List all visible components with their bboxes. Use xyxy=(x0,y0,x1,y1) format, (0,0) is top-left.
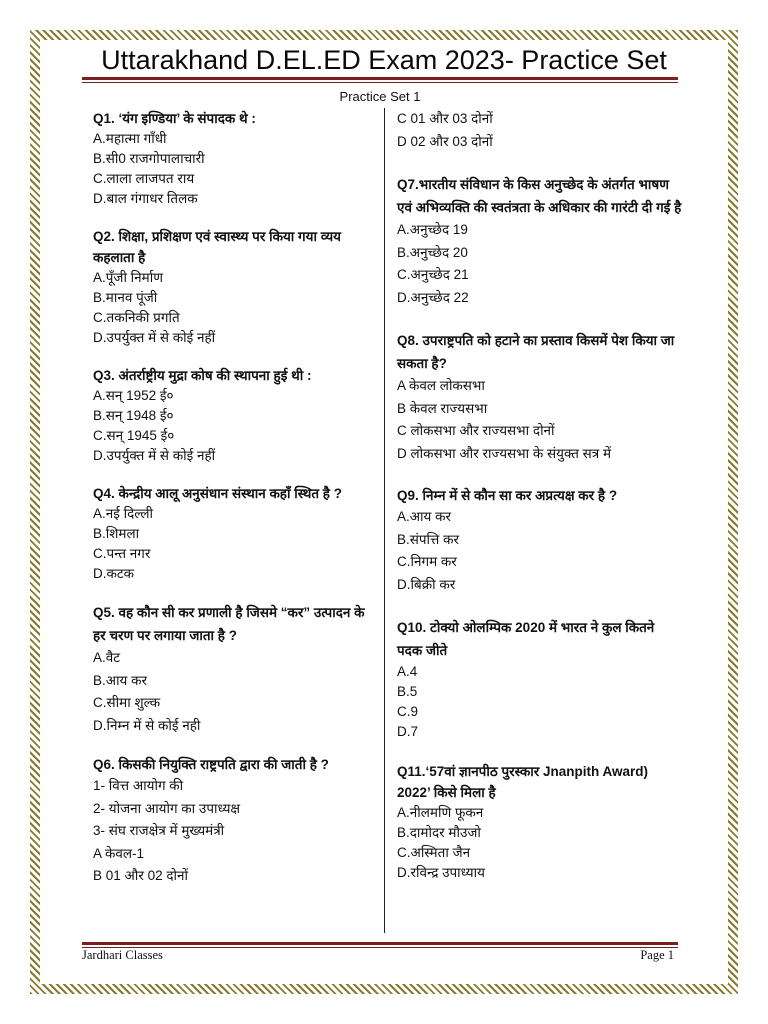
question-block-q5 xyxy=(93,601,375,737)
option-b: B.अनुच्छेद 20 xyxy=(397,244,468,260)
question-text: Q3. अंतर्राष्ट्रीय मुद्रा कोष की स्थापना हुई थी : xyxy=(93,368,312,383)
option-c: C.निगम कर xyxy=(397,554,457,569)
question-block-q9 xyxy=(397,485,682,596)
option-b: B.सन् 1948 ई० xyxy=(93,408,174,423)
option-b: B.आय कर xyxy=(93,672,148,688)
option-b: B.5 xyxy=(397,684,418,699)
question-block-q6-continued xyxy=(397,108,682,153)
option-d: D लोकसभा और राज्यसभा के संयुक्त सत्र में xyxy=(397,445,612,461)
option-c: C.पन्त नगर xyxy=(93,546,151,561)
option-c: C 01 और 03 दोनों xyxy=(397,111,493,126)
option-d: D.उपर्युक्त में से कोई नहीं xyxy=(93,330,216,345)
option-c: C.लाला लाजपत राय xyxy=(93,171,195,186)
option-d: D.रविन्द्र उपाध्याय xyxy=(397,865,485,880)
option-a: A केवल लोकसभा xyxy=(397,378,485,393)
footer-publisher: Jardhari Classes xyxy=(82,948,163,962)
option-b: B.मानव पूंजी xyxy=(93,290,158,305)
right-column xyxy=(397,108,682,883)
question-text: Q11.‘57वां ज्ञानपीठ पुरस्कार Jnanpith Award) 2022’ किसे मिला है xyxy=(397,764,649,800)
question-block-q10 xyxy=(397,616,682,742)
option-a: A.वैट xyxy=(93,650,121,665)
left-column xyxy=(93,108,375,888)
question-block-q3 xyxy=(93,365,375,466)
option-d: D.अनुच्छेद 22 xyxy=(397,289,469,305)
option-a: A.सन् 1952 ई० xyxy=(93,388,174,403)
option-c: C.तकनिकी प्रगति xyxy=(93,310,180,325)
option-a: A केवल-1 xyxy=(93,845,145,861)
option-a: A.नीलमणि फूकन xyxy=(397,805,484,820)
option-c: C.सन् 1945 ई० xyxy=(93,428,175,443)
page-number: Page 1 xyxy=(640,948,674,962)
option-c: C.अस्मिता जैन xyxy=(397,845,471,860)
question-block-q6 xyxy=(93,754,375,888)
statement-1: 1- वित्त आयोग की xyxy=(93,778,184,793)
question-text: Q10. टोक्यो ओलम्पिक 2020 में भारत ने कुल कितने पदक जीते xyxy=(397,620,655,658)
option-b: B.संपत्ति कर xyxy=(397,531,460,547)
option-c: C.सीमा शुल्क xyxy=(93,695,161,710)
question-text: Q2. शिक्षा, प्रशिक्षण एवं स्वास्थ्य पर किया गया व्यय कहलाता है xyxy=(93,229,341,265)
question-text: Q6. किसकी नियुक्ति राष्ट्रपति द्वारा की जाती है ? xyxy=(93,757,329,772)
question-text: Q1. ‘यंग इण्डिया’ के संपादक थे : xyxy=(93,111,256,126)
option-d: D.निम्न में से कोई नही xyxy=(93,717,201,733)
question-text: Q7.भारतीय संविधान के किस अनुच्छेद के अंतर्गत भाषण एवं अभिव्यक्ति की स्वतंत्रता के अधिकार की गारंटी दी गई है xyxy=(397,177,682,215)
option-b: B 01 और 02 दोनों xyxy=(93,868,189,883)
header-rule xyxy=(82,77,678,83)
question-block-q7 xyxy=(397,173,682,309)
option-a: A.पूँजी निर्माण xyxy=(93,270,164,285)
option-a: A.आय कर xyxy=(397,509,452,524)
question-block-q2 xyxy=(93,226,375,348)
question-text: Q5. वह कौन सी कर प्रणाली है जिसमे “कर” उत्पादन के हर चरण पर लगाया जाता है ? xyxy=(93,605,365,643)
option-d: D.बाल गंगाधर तिलक xyxy=(93,191,198,206)
footer-rule xyxy=(82,942,678,948)
option-d: D.7 xyxy=(397,724,419,739)
option-b: B.सी0 राजगोपालाचारी xyxy=(93,151,205,166)
option-b: B केवल राज्यसभा xyxy=(397,400,488,416)
option-a: A.महात्मा गाँधी xyxy=(93,131,167,146)
question-block-q1 xyxy=(93,108,375,209)
option-d: D.उपर्युक्त में से कोई नहीं xyxy=(93,448,216,463)
option-d: D.बिक्री कर xyxy=(397,576,456,592)
option-b: B.शिमला xyxy=(93,526,140,541)
option-c: C.9 xyxy=(397,704,419,719)
question-text: Q8. उपराष्ट्रपति को हटाने का प्रस्ताव किसमें पेश किया जा सकता है? xyxy=(397,333,675,371)
column-divider xyxy=(384,108,385,933)
question-text: Q4. केन्द्रीय आलू अनुसंधान संस्थान कहाँ स्थित है ? xyxy=(93,486,342,501)
option-a: A.अनुच्छेद 19 xyxy=(397,222,468,237)
statement-3: 3- संघ राजक्षेत्र में मुख्यमंत्री xyxy=(93,823,225,838)
page-subtitle: Practice Set 1 xyxy=(339,89,421,104)
question-block-q8 xyxy=(397,329,682,465)
page-title: Uttarakhand D.EL.ED Exam 2023- Practice Set xyxy=(101,45,667,75)
question-block-q11 xyxy=(397,761,682,883)
option-d: D 02 और 03 दोनों xyxy=(397,133,493,149)
option-a: A.नई दिल्ली xyxy=(93,506,154,521)
option-c: C.अनुच्छेद 21 xyxy=(397,267,469,282)
statement-2: 2- योजना आयोग का उपाध्यक्ष xyxy=(93,800,241,816)
option-b: B.दामोदर मौउजो xyxy=(397,825,481,840)
option-c: C लोकसभा और राज्यसभा दोनों xyxy=(397,423,555,438)
question-text: Q9. निम्न में से कौन सा कर अप्रत्यक्ष कर है ? xyxy=(397,488,618,503)
question-block-q4 xyxy=(93,483,375,584)
option-d: D.कटक xyxy=(93,566,135,581)
option-a: A.4 xyxy=(397,664,418,679)
